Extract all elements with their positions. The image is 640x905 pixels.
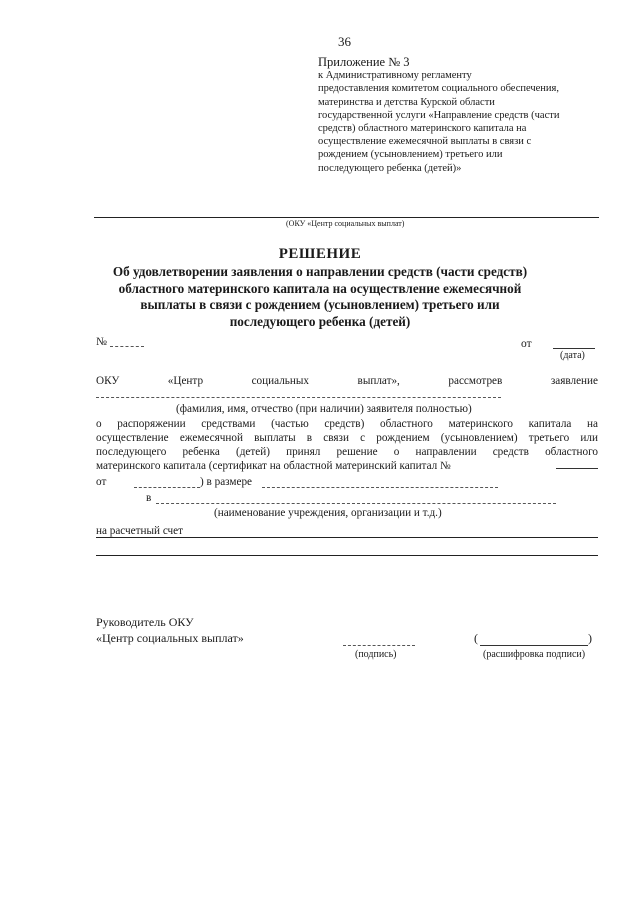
appendix-line: последующего ребенка (детей)»: [318, 162, 462, 174]
account-label: на расчетный счет: [96, 525, 184, 537]
certificate-number-field[interactable]: [556, 468, 598, 469]
organization-caption: (ОКУ «Центр социальных выплат): [286, 219, 405, 228]
decision-intro-line: [96, 374, 598, 388]
intro-word: ОКУ: [96, 375, 120, 387]
intro-word: «Центр: [167, 375, 204, 387]
institution-caption: (наименование учреждения, организации и т.д.): [214, 507, 442, 519]
amount-field[interactable]: [262, 487, 498, 488]
page-number: 36: [338, 34, 351, 49]
text-line: материнского капитала (сертификат на областной материнский капитал №: [96, 460, 451, 472]
signatory-line: Руководитель ОКУ: [96, 615, 194, 629]
appendix-line: рождением (усыновлением) третьего или: [318, 149, 503, 161]
date-caption: (дата): [560, 350, 585, 361]
signatory-line: «Центр социальных выплат»: [96, 631, 244, 645]
account-rule[interactable]: [96, 537, 598, 538]
institution-field[interactable]: [156, 503, 556, 504]
document-subtitle: [0, 264, 640, 330]
decision-text: [96, 417, 598, 473]
intro-word: социальных: [251, 375, 309, 387]
appendix-line: государственной услуги «Направление средств (части: [318, 109, 560, 121]
amount-label: ) в размере: [200, 476, 253, 488]
date-field[interactable]: [553, 348, 595, 349]
number-label: №: [96, 336, 107, 348]
signature-decoding-field[interactable]: [480, 645, 588, 646]
subtitle-line: последующего ребенка (детей): [229, 313, 411, 329]
text-line: последующего ребенка (детей) принял решение о направлении средств областного: [96, 446, 598, 458]
number-field[interactable]: [110, 346, 144, 347]
appendix-line: Приложение № 3: [318, 55, 410, 69]
certificate-from-label: от: [96, 476, 107, 488]
text-line: о распоряжении средствами (частью средств) областного материнского капитала на: [96, 418, 598, 430]
appendix-line: осуществление ежемесячной выплаты в связи с: [318, 136, 532, 148]
certificate-date-field[interactable]: [134, 487, 200, 488]
applicant-caption: (фамилия, имя, отчество (при наличии) заявителя полностью): [176, 403, 472, 415]
organization-rule: [94, 217, 599, 218]
text-line: осуществление ежемесячной выплаты в связи с рождением (усыновлением) третьего или: [96, 432, 598, 444]
signature-decoding-caption: (расшифровка подписи): [483, 649, 586, 660]
subtitle-line: областного материнского капитала на осуществление ежемесячной: [118, 280, 522, 296]
intro-word: рассмотрев: [448, 375, 503, 387]
appendix-line: к Административному регламенту: [318, 70, 472, 82]
appendix-line: средств) областного материнского капитала на: [318, 123, 527, 135]
document-title: РЕШЕНИЕ: [278, 246, 362, 262]
signatory-title: [96, 614, 244, 646]
open-paren: (: [474, 631, 478, 645]
intro-word: выплат»,: [357, 375, 400, 387]
subtitle-line: Об удовлетворении заявления о направлении средств (части средств): [112, 264, 528, 279]
account-rule-2[interactable]: [96, 555, 598, 556]
signature-caption: (подпись): [355, 649, 397, 660]
close-paren: ): [588, 631, 592, 645]
in-label: в: [146, 492, 152, 504]
applicant-name-field[interactable]: [96, 397, 501, 398]
signature-field[interactable]: [343, 645, 415, 646]
intro-word: заявление: [550, 375, 598, 387]
appendix-line: материнства и детства Курской области: [318, 96, 495, 108]
appendix-line: предоставления комитетом социального обеспечения,: [318, 83, 560, 95]
appendix-header: [318, 56, 618, 175]
subtitle-line: выплаты в связи с рождением (усыновлением) третьего или: [140, 297, 500, 312]
from-label: от: [521, 338, 532, 350]
